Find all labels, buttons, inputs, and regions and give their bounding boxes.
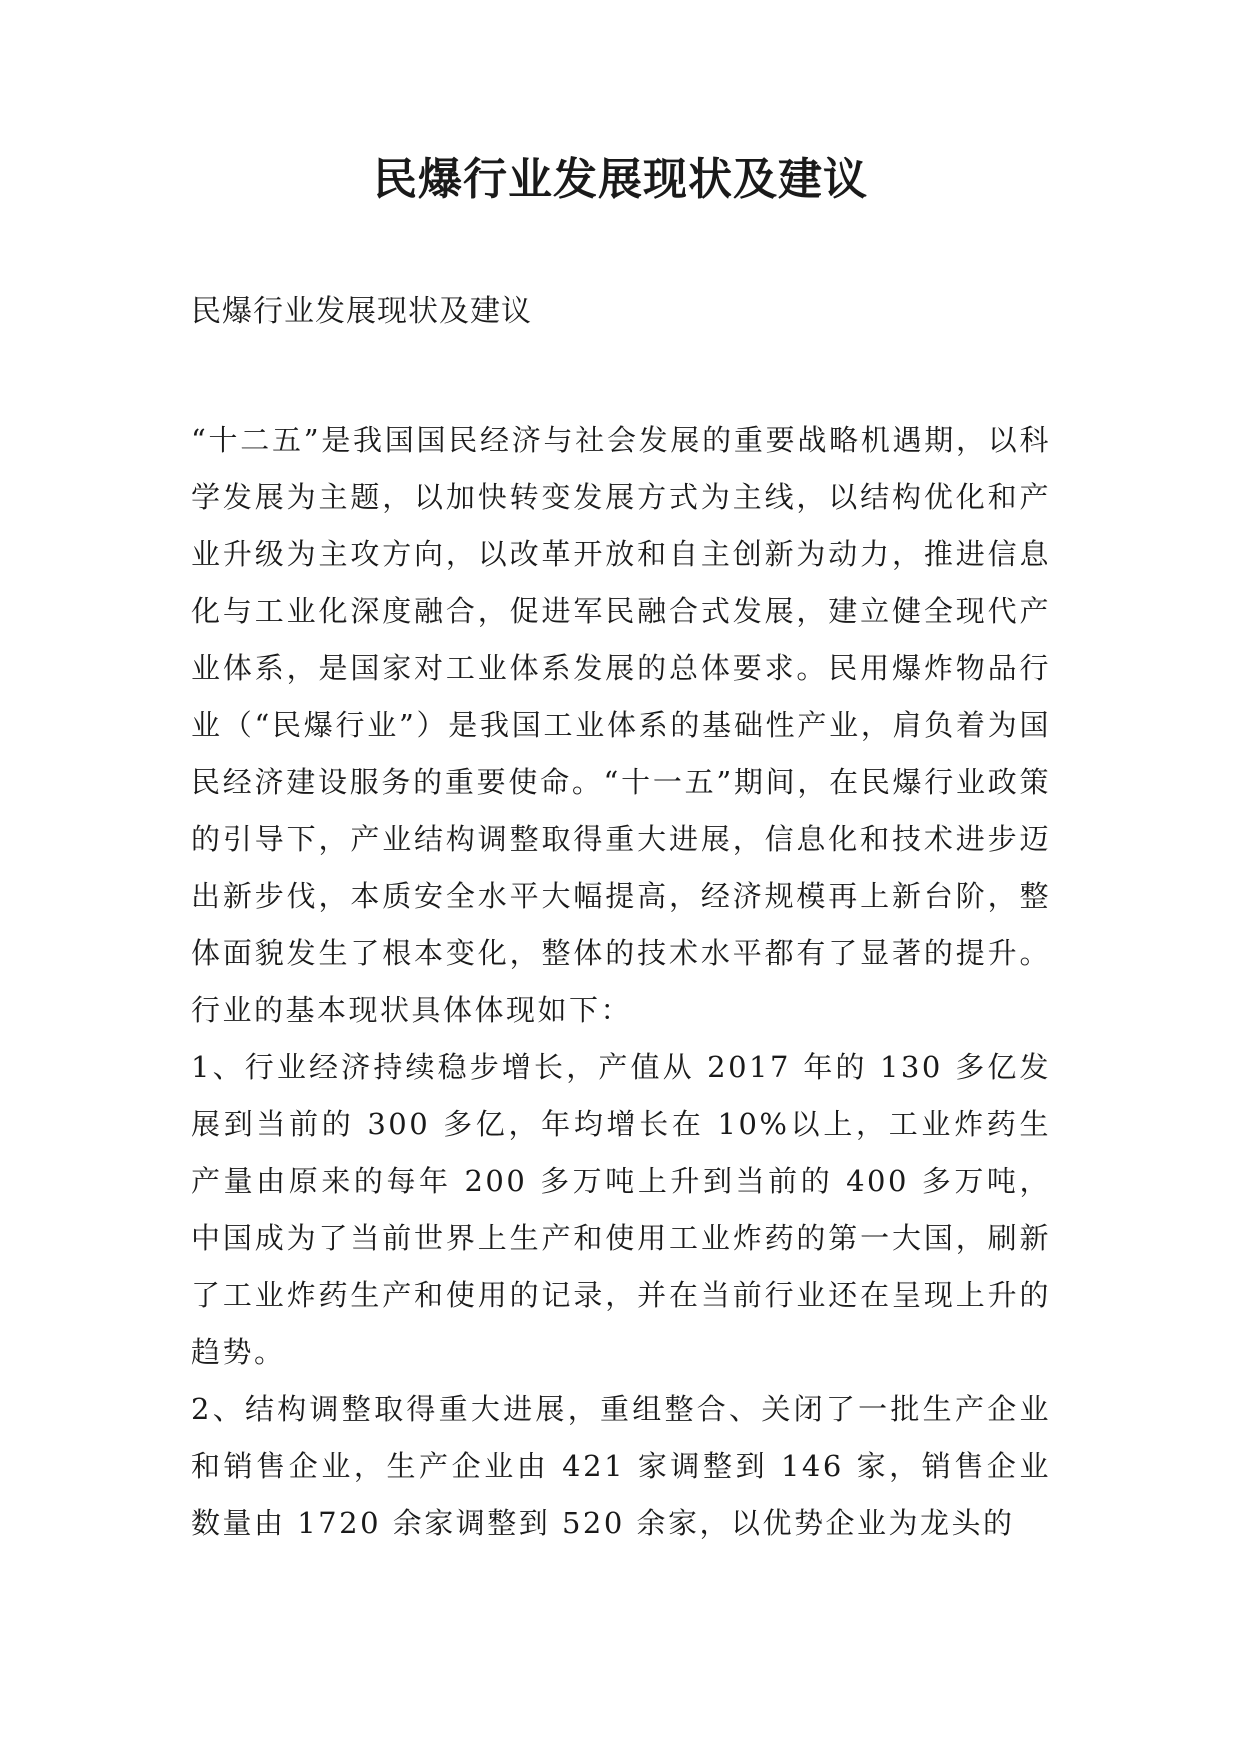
document-content — [191, 292, 1051, 1552]
paragraph-item-1: 1、行业经济持续稳步增长，产值从 2017 年的 130 多亿发展到当前的 300 多亿，年均增长在 10%以上，工业炸药生产量由原来的每年 200 多万吨上升到当前的 400 多万吨，中国成为了当前世界上生产和使用工业炸药的第一大国，刷新了工业炸药生产和使用的记录，并在当前行业还在呈现上升的趋势。 — [191, 1050, 1051, 1369]
document-body — [191, 412, 1051, 1552]
document-title: 民爆行业发展现状及建议 — [373, 154, 868, 205]
paragraph-intro: “十二五”是我国国民经济与社会发展的重要战略机遇期，以科学发展为主题，以加快转变发展方式为主线，以结构优化和产业升级为主攻方向，以改革开放和自主创新为动力，推进信息化与工业化深度融合，促进军民融合式发展，建立健全现代产业体系，是国家对工业体系发展的总体要求。民用爆炸物品行业（“民爆行业”）是我国工业体系的基础性产业，肩负着为国民经济建设服务的重要使命。“十一五”期间，在民爆行业政策的引导下，产业结构调整取得重大进展，信息化和技术进步迈出新步伐，本质安全水平大幅提高，经济规模再上新台阶，整体面貌发生了根本变化，整体的技术水平都有了显著的提升。行业的基本现状具体体现如下： — [191, 423, 1051, 1027]
document-subtitle: 民爆行业发展现状及建议 — [191, 294, 532, 329]
paragraph-item-2: 2、结构调整取得重大进展，重组整合、关闭了一批生产企业和销售企业，生产企业由 421 家调整到 146 家，销售企业数量由 1720 余家调整到 520 余家，以优势企业为龙头的 — [191, 1392, 1051, 1540]
